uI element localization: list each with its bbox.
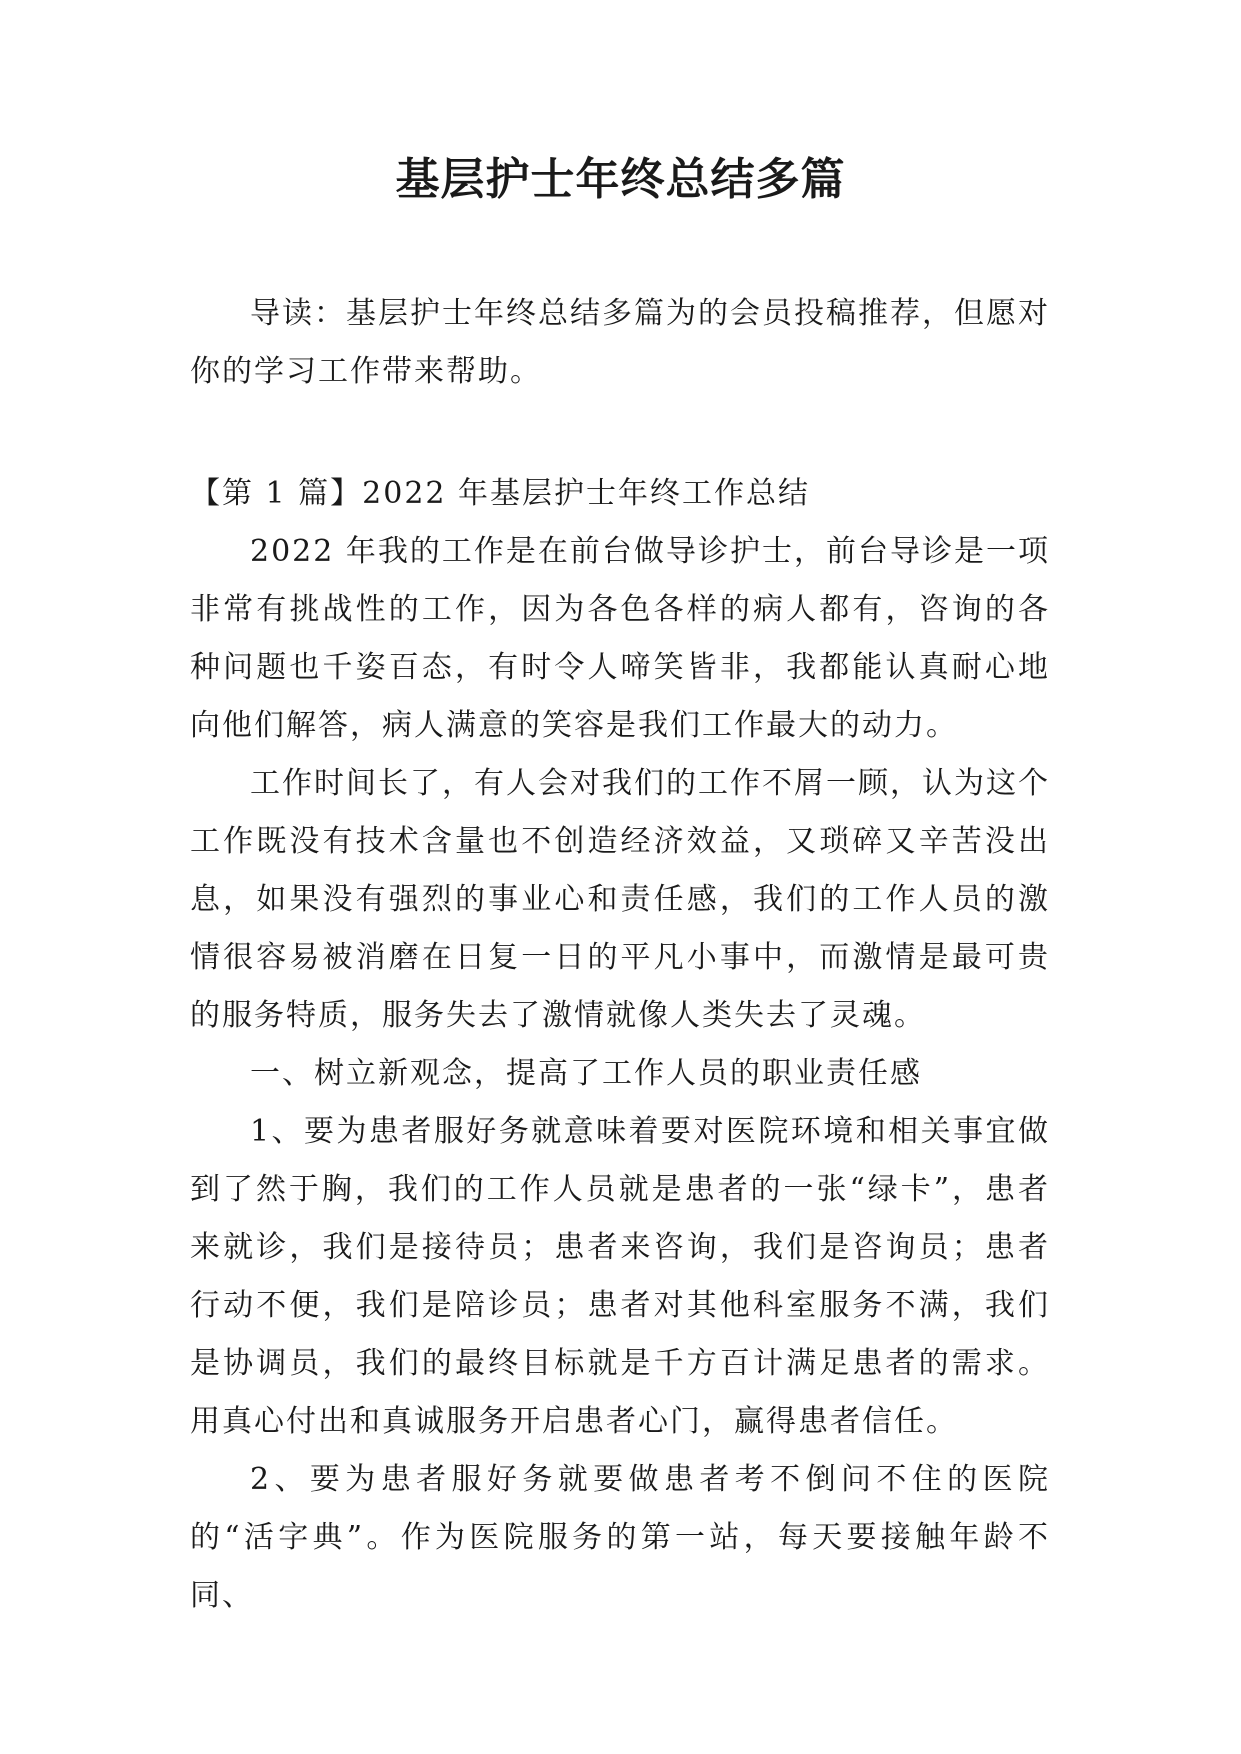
section-block [190,465,1050,1625]
paragraph-2: 工作时间长了，有人会对我们的工作不屑一顾，认为这个工作既没有技术含量也不创造经济效益，又琐碎又辛苦没出息，如果没有强烈的事业心和责任感，我们的工作人员的激情很容易被消磨在日复一日的平凡小事中，而激情是最可贵的服务特质，服务失去了激情就像人类失去了灵魂。 [190,766,1050,1033]
lead-block [190,285,1050,401]
lead-paragraph: 导读：基层护士年终总结多篇为的会员投稿推荐，但愿对你的学习工作带来帮助。 [190,296,1050,389]
paragraph-1: 2022 年我的工作是在前台做导诊护士，前台导诊是一项非常有挑战性的工作，因为各色各样的病人都有，咨询的各种问题也千姿百态，有时令人啼笑皆非，我都能认真耐心地向他们解答，病人满意的笑容是我们工作最大的动力。 [190,534,1050,743]
subheading-1: 一、树立新观念，提高了工作人员的职业责任感 [250,1056,922,1091]
section-heading: 【第 1 篇】2022 年基层护士年终工作总结 [190,476,811,511]
paragraph-3: 1、要为患者服好务就意味着要对医院环境和相关事宜做到了然于胸，我们的工作人员就是患者的一张“绿卡”，患者来就诊，我们是接待员；患者来咨询，我们是咨询员；患者行动不便，我们是陪诊员；患者对其他科室服务不满，我们是协调员，我们的最终目标就是千方百计满足患者的需求。用真心付出和真诚服务开启患者心门，赢得患者信任。 [190,1114,1050,1439]
paragraph-4: 2、要为患者服好务就要做患者考不倒问不住的医院的“活字典”。作为医院服务的第一站，每天要接触年龄不同、 [190,1462,1050,1613]
document-title: 基层护士年终总结多篇 [395,154,846,205]
